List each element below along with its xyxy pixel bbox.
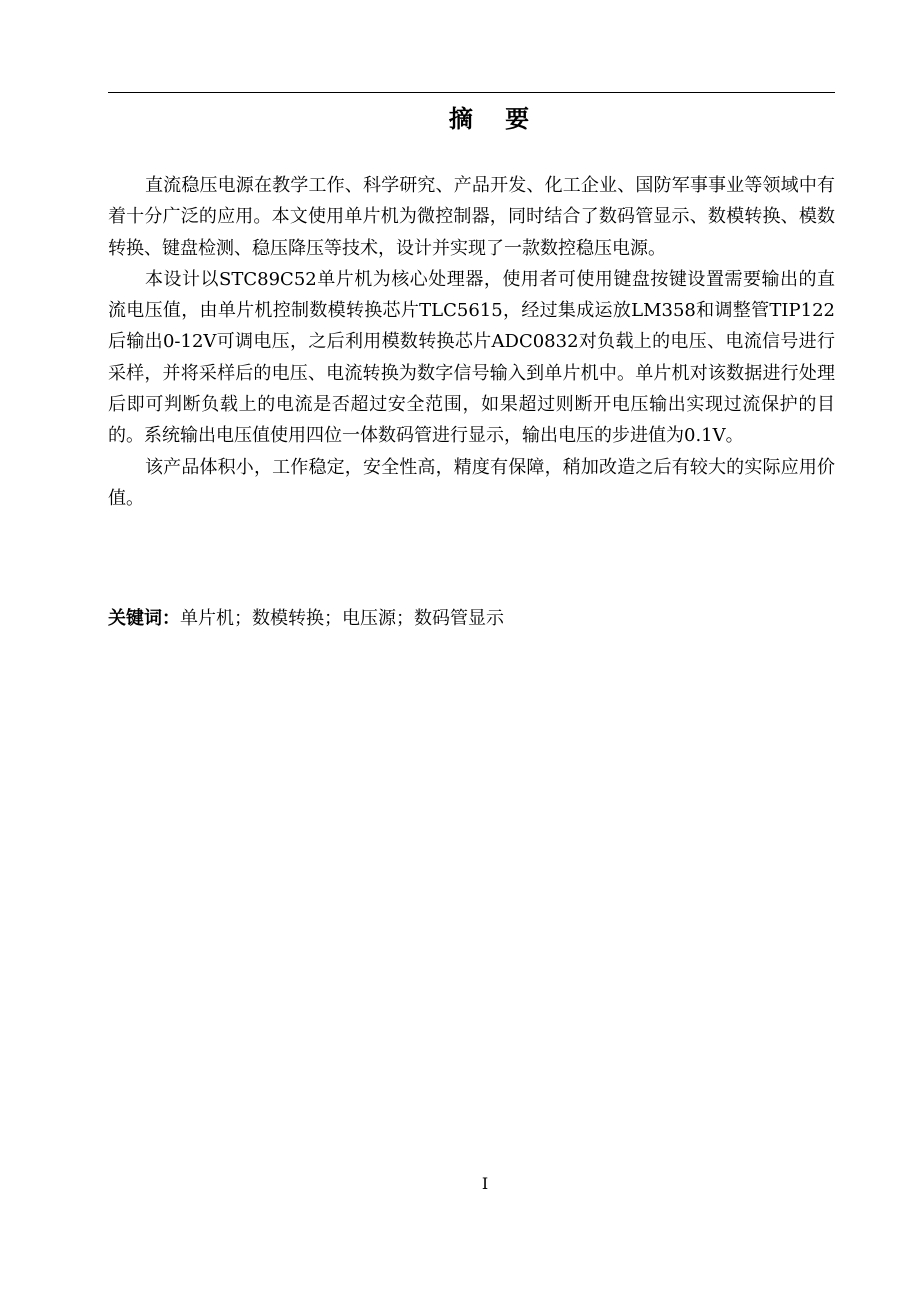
keywords-label: 关键词： [108, 608, 180, 629]
abstract-paragraph-1: 直流稳压电源在教学工作、科学研究、产品开发、化工企业、国防军事事业等领域中有着十分广泛的应用。本文使用单片机为微控制器，同时结合了数码管显示、数模转换、模数转换、键盘检测、稳压降压等技术，设计并实现了一款数控稳压电源。 [108, 175, 835, 259]
header-rule [108, 92, 835, 93]
keywords-value: 单片机；数模转换；电压源；数码管显示 [180, 608, 504, 629]
abstract-paragraph-3: 该产品体积小，工作稳定，安全性高，精度有保障，稍加改造之后有较大的实际应用价值。 [108, 456, 835, 509]
abstract-paragraph-2: 本设计以STC89C52单片机为核心处理器，使用者可使用键盘按键设置需要输出的直流电压值，由单片机控制数模转换芯片TLC5615，经过集成运放LM358和调整管TIP122后输出0-12V可调电压，之后利用模数转换芯片ADC0832对负载上的电压、电流信号进行采样，并将采样后的电压、电流转换为数字信号输入到单片机中。单片机对该数据进行处理后即可判断负载上的电流是否超过安全范围，如果超过则断开电压输出实现过流保护的目的。系统输出电压值使用四位一体数码管进行显示，输出电压的步进值为0.1V。 [108, 268, 835, 447]
abstract-body [108, 170, 835, 514]
keywords-line [108, 603, 835, 634]
page-title: 摘 要 [448, 105, 542, 133]
page-number: I [481, 1174, 489, 1193]
